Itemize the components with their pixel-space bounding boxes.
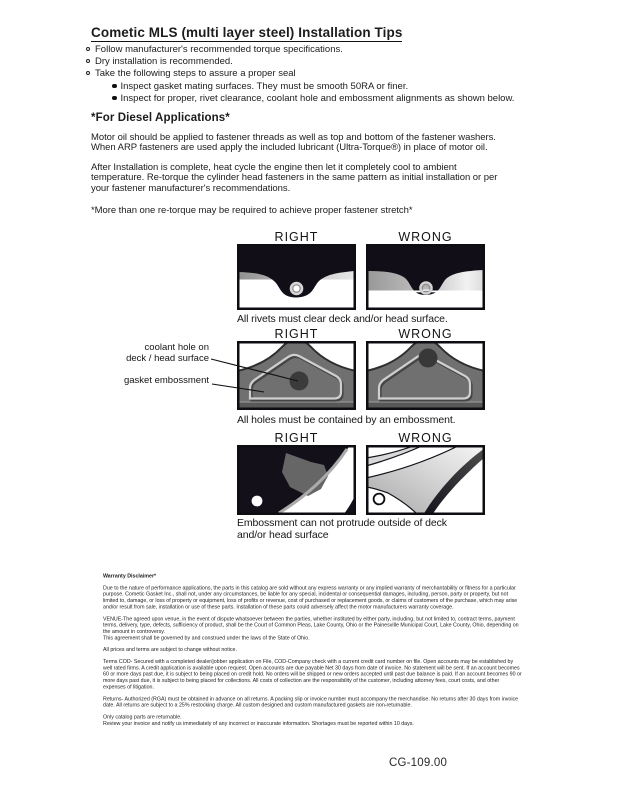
warranty-paragraph: Due to the nature of performance applications, the parts in this catalog are sold without any express warranty or any implied warranty of merchantability or fitness for a particular purpose. Cometic Gasket Inc., shall not, under any circumstances, be liable for any special, incidental or consequential damages, including, person, party or property, but not limited to, damage, or loss of property or equipment, loss of profits or revenue, cost of purchased or replacement goods, or claims of customers of the purchase, which may arise and/or result from sale, installation or use of these parts. Installation of these parts could adversely affect the motor manufacturers warranty coverage. [103, 584, 518, 610]
list-item-text: Take the following steps to assure a proper seal [95, 68, 296, 80]
d1-right-diagram [237, 244, 356, 310]
page-title: Cometic MLS (multi layer steel) Installation Tips [91, 25, 403, 40]
d1-caption: All rivets must clear deck and/or head surface. [237, 313, 448, 325]
bullet-icon [86, 59, 90, 63]
d2-right-label: RIGHT [274, 327, 319, 341]
legal-fine-print [103, 573, 523, 727]
list-item-text: Inspect gasket mating surfaces. They must be smooth 50RA or finer. [120, 80, 409, 92]
list-item [86, 81, 526, 93]
warranty-heading: Warranty Disclaimer* [103, 573, 157, 579]
prices-line: All prices and terms are subject to change without notice. [103, 646, 237, 653]
d3-right-diagram [237, 445, 356, 515]
d1-right-label: RIGHT [274, 230, 319, 244]
diesel-section-heading: *For Diesel Applications* [91, 112, 230, 124]
d2-wrong-diagram [366, 341, 485, 410]
coolant-hole-label: coolant hole on deck / head surface [126, 342, 209, 364]
bullet-icon [86, 47, 90, 51]
catalog-parts-line: Only catalog parts are returnable. [103, 713, 182, 720]
list-item-text: Dry installation is recommended. [95, 56, 233, 68]
bullet-icon [112, 84, 117, 89]
d2-wrong-label: WRONG [398, 327, 453, 341]
returns-paragraph: Returns- Authorized (RGA) must be obtained in advance on all returns. A packing slip or invoice number must accompany the merchandise. No returns after 30 days from invoice date. All returns are subject to a 25% restocking charge. All custom designed and custom manufactured gaskets are non-returnable. [103, 695, 519, 709]
list-item-text: Inspect for proper, rivet clearance, coolant hole and embossment alignments as shown below. [120, 92, 515, 104]
retorque-note: *More than one re-torque may be required to achieve proper fastener stretch* [91, 205, 413, 216]
d3-right-label: RIGHT [274, 431, 319, 445]
list-item-text: Follow manufacturer's recommended torque specifications. [95, 44, 343, 55]
installation-tips-list [86, 44, 526, 105]
page-code: CG-109.00 [389, 757, 448, 769]
terms-paragraph: Terms COD- Secured with a completed dealer/jobber application on File, COD-Company check with a current credit card number on file. Open accounts may be established by well rated firms. A credit application is available upon request. Open accounts are due payable Net 30 days from date of invoice. No statement will be sent. If an account becomes 60 or more days past due, it is subject to being placed on credit hold. No orders will be shipped or new orders accepted until past due balance is paid. If an account becomes 90 or more days past due, it is subject to being placed for collections. All costs of collection are the responsibility of the customer, including attorney fees, court costs, and other expenses of litigation. [103, 658, 522, 690]
diesel-paragraph-2: After Installation is complete, heat cycle the engine then let it completely cool to ambient temperature. Re-torque the cylinder head fasteners in the same pattern as initial installation or per your fastener manufacturer's recommendations. [91, 162, 498, 194]
d2-right-diagram [237, 341, 356, 410]
d1-wrong-label: WRONG [398, 230, 453, 244]
invoice-review-line: Review your invoice and notify us immediately of any incorrect or inaccurate information. Shortages must be reported within 10 days. [103, 720, 414, 727]
d3-wrong-label: WRONG [398, 431, 453, 445]
d3-caption-line1: Embossment can not protrude outside of deck [237, 517, 447, 529]
governing-law-line: This agreement shall be governed by and construed under the laws of the State of Ohio. [103, 634, 310, 641]
bullet-icon [86, 71, 90, 75]
d2-caption: All holes must be contained by an embossment. [237, 414, 456, 426]
d3-caption-line2: and/or head surface [237, 529, 329, 541]
list-item [86, 68, 526, 80]
d1-wrong-diagram [366, 244, 485, 310]
diesel-paragraph-1: Motor oil should be applied to fastener threads as well as top and bottom of the fastener washers. When ARP fasteners are used apply the included lubricant (Ultra-Torque®) in place of motor oil. [91, 132, 496, 154]
gasket-embossment-label: gasket embossment [123, 375, 209, 386]
list-item [86, 56, 526, 68]
venue-paragraph: VENUE-The agreed upon venue, in the event of dispute whatsoever between the parties, whether instituted by either party, including, but not limited to, contract terms, payment terms, delivery, type, defects, sufficiency of product, shall be the Court of Common Pleas, Lake County, Ohio or the Painesville Municipal Court, Lake County, Ohio, depending on the amount in controversy. [103, 615, 519, 635]
list-item [86, 44, 526, 56]
bullet-icon [112, 96, 117, 101]
list-item [86, 93, 526, 105]
d3-wrong-diagram [366, 445, 485, 515]
